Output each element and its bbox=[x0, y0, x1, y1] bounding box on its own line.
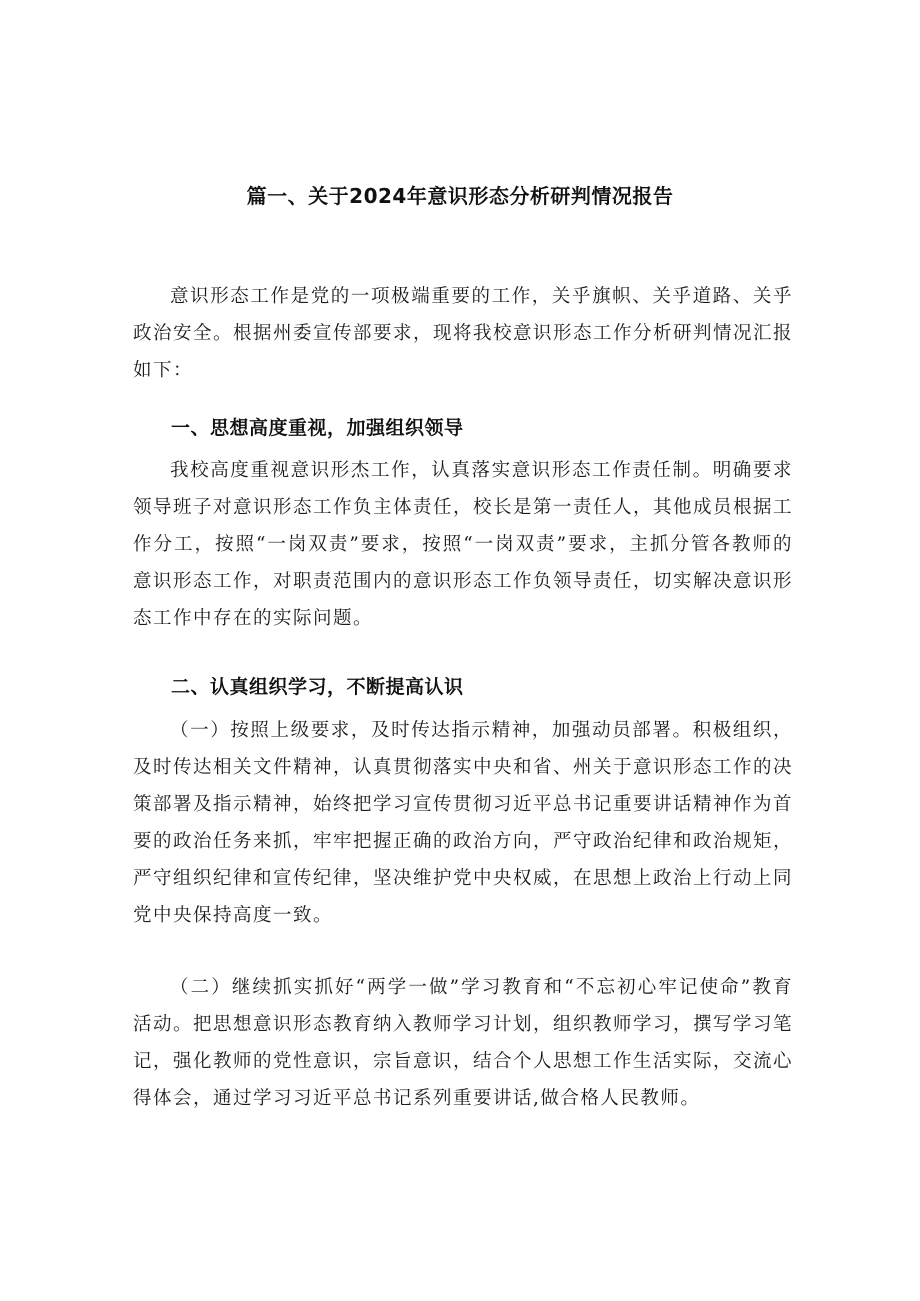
section-heading-2: 二、认真组织学习，不断提高认识 bbox=[171, 676, 464, 698]
section-2-paragraph-2: （二）继续抓实抓好“两学一做”学习教育和“不忘初心牢记使命”教育活动。把思想意识形态教育纳入教师学习计划，组织教师学习，撰写学习笔记，强化教师的党性意识，宗旨意识，结合个人思想工作生活实际，交流心得体会，通过学习习近平总书记系列重要讲话,做合格人民教师。 bbox=[133, 977, 794, 1109]
section-1-paragraph-1: 我校高度重视意识形杰工作，认真落实意识形态工作责任制。明确要求领导班子对意识形态工作负主体责任，校长是第一责任人，其他成员根据工作分工，按照“一岗双责”要求，按照“一岗双责”要求，主抓分管各教师的意识形态工作，对职责范围内的意识形态工作负领导责任，切实解决意识形态工作中存在的实际问题。 bbox=[133, 460, 794, 629]
section-heading-1: 一、思想高度重视，加强组织领导 bbox=[171, 417, 464, 439]
section-2-paragraph-1: （一）按照上级要求，及时传达指示精神，加强动员部署。积极组织，及时传达相关文件精神，认真贯彻落实中央和省、州关于意识形态工作的决策部署及指示精神，始终把学习宣传贯彻习近平总书记重要讲话精神作为首要的政治任务来抓，牢牢把握正确的政治方向，严守政治纪律和政治规矩，严守组织纪律和宣传纪律，坚决维护党中央权威，在思想上政治上行动上同党中央保持高度一致。 bbox=[133, 720, 794, 926]
document-title: 篇一、关于2024年意识形态分析研判情况报告 bbox=[246, 184, 674, 208]
intro-paragraph: 意识形态工作是党的一项极端重要的工作，关乎旗帜、关乎道路、关乎政治安全。根据州委宣传部要求，现将我校意识形态工作分析研判情况汇报如下： bbox=[133, 286, 794, 381]
